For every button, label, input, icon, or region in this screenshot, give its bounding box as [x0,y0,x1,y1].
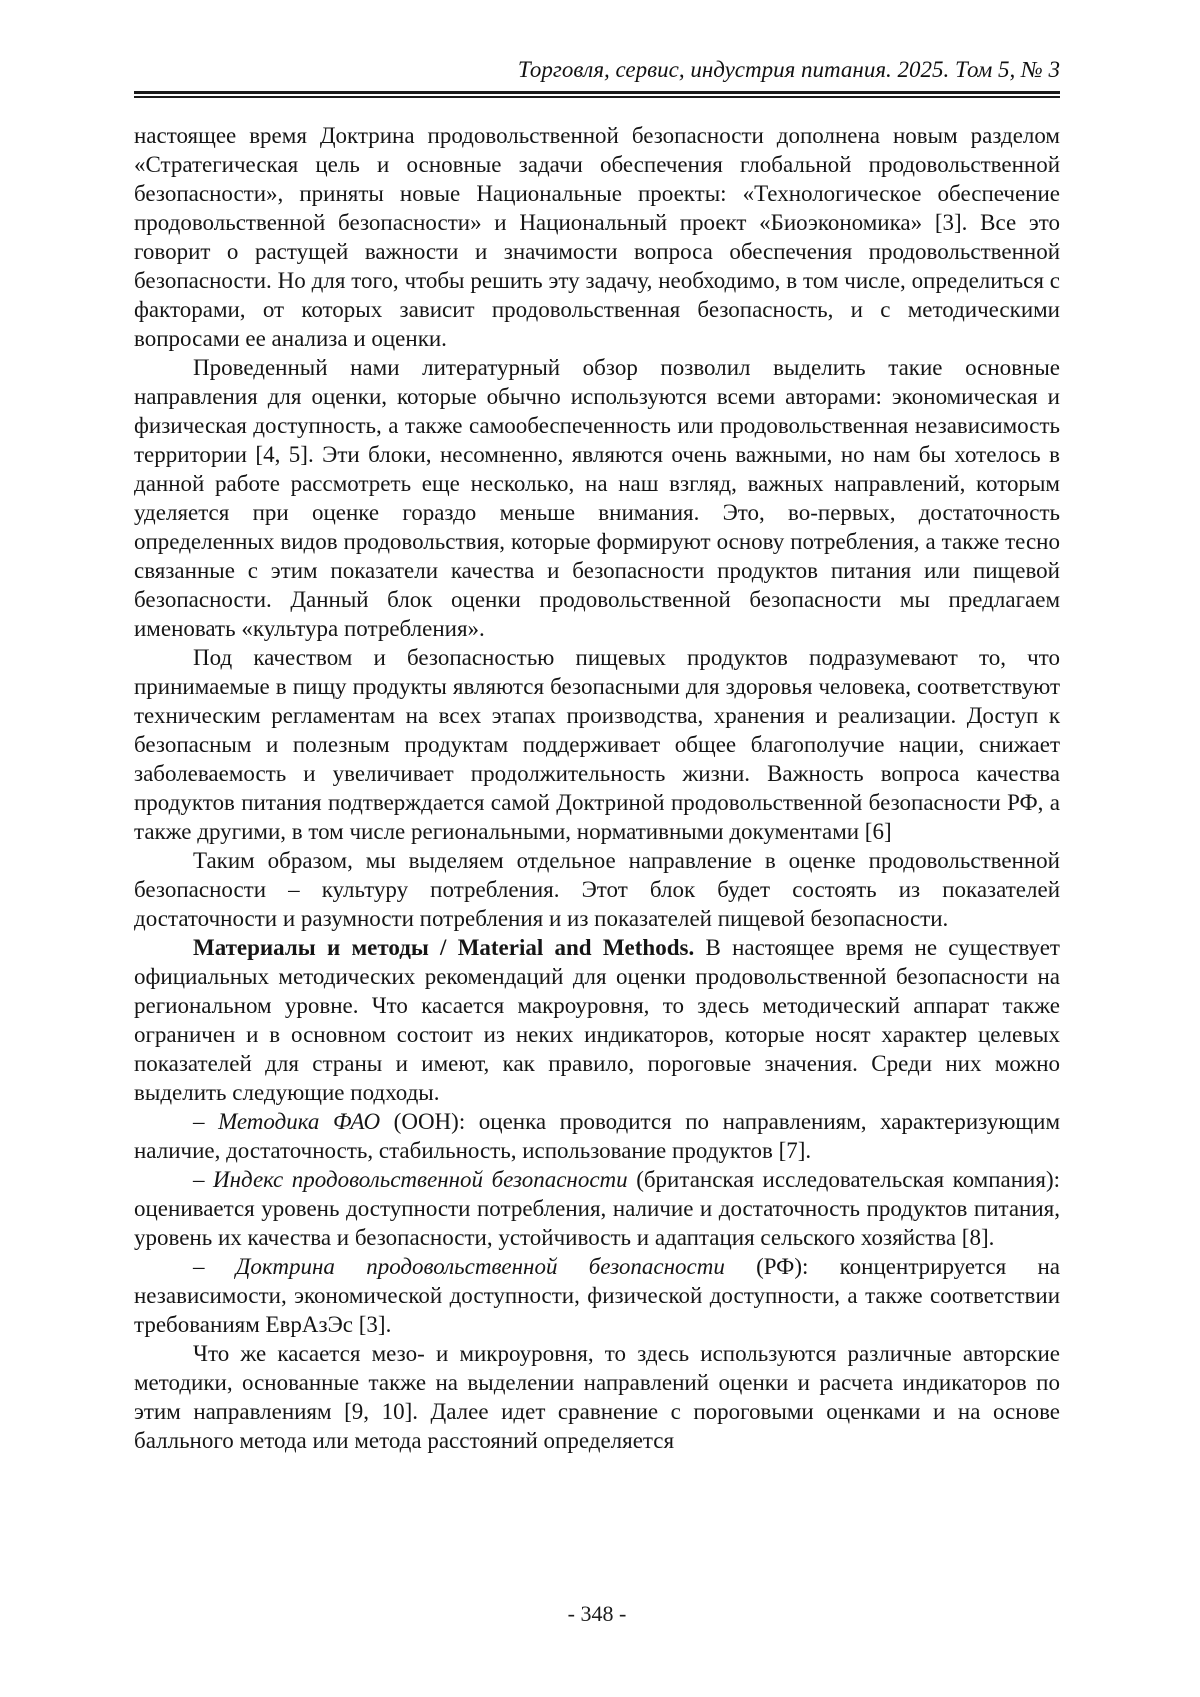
header-rule [134,91,1060,98]
text-segment: Материалы и методы / Material and Methods. [193,935,695,960]
text-segment: (ООН): оценка проводится по направлениям, характеризующим наличие, достаточность, стабильность, использование продуктов [7]. [134,1109,1061,1163]
text-segment: – [193,1167,214,1192]
text-segment: (британская исследовательская компания): оценивается уровень доступности потребления, наличие и достаточность продуктов питания, уровень их качества и безопасности, устойчивость и адаптация сельского хозяйства [8]. [134,1167,1060,1250]
paragraph [134,1252,1060,1339]
paragraph [134,1339,1060,1455]
article-body [134,121,1060,1455]
text-segment: (РФ): концентрируется на независимости, экономической доступности, физической доступности, а также соответствии требованиям ЕврАзЭс [3]. [134,1254,1060,1337]
text-segment: – [193,1254,236,1279]
text-segment: Что же касается мезо- и микроуровня, то здесь используются различные авторские методики, основанные также на выделении направлений оценки и расчета индикаторов по этим направлениям [9, 10]. Далее идет сравнение с пороговыми оценками и на основе балльного метода или метода расстояний определяется [134,1341,1060,1453]
paragraph [134,933,1060,1107]
text-segment: Под качеством и безопасностью пищевых продуктов подразумевают то, что принимаемые в пищу продукты являются безопасными для здоровья человека, соответствуют техническим регламентам на всех этапах производства, хранения и реализации. Доступ к безопасным и полезным продуктам поддерживает общее благополучие нации, снижает заболеваемость и увеличивает продолжительность жизни. Важность вопроса качества продуктов питания подтверждается самой Доктриной продовольственной безопасности РФ, а также другими, в том числе региональными, нормативными документами [6] [134,645,1060,844]
text-segment: В настоящее время не существует официальных методических рекомендаций для оценки продовольственной безопасности на региональном уровне. Что касается макроуровня, то здесь методический аппарат также ограничен и в основном состоит из неких индикаторов, которые носят характер целевых показателей для страны и имеют, как правило, пороговые значения. Среди них можно выделить следующие подходы. [134,935,1060,1105]
paragraph [134,1165,1060,1252]
paragraph [134,846,1060,933]
text-segment: Таким образом, мы выделяем отдельное направление в оценке продовольственной безопасности – культуру потребления. Этот блок будет состоять из показателей достаточности и разумности потребления и из показателей пищевой безопасности. [134,848,1060,931]
text-segment: Проведенный нами литературный обзор позволил выделить такие основные направления для оценки, которые обычно используются всеми авторами: экономическая и физическая доступность, а также самообеспеченность или продовольственная независимость территории [4, 5]. Эти блоки, несомненно, являются очень важными, но нам бы хотелось в данной работе рассмотреть еще несколько, на наш взгляд, важных направлений, которым уделяется при оценке гораздо меньше внимания. Это, во-первых, достаточность определенных видов продовольствия, которые формируют основу потребления, а также тесно связанные с этим показатели качества и безопасности продуктов питания или пищевой безопасности. Данный блок оценки продовольственной безопасности мы предлагаем именовать «культура потребления». [134,355,1060,641]
paragraph [134,121,1060,353]
paragraph [134,1107,1060,1165]
text-segment: Методика ФАО [218,1109,381,1134]
paragraph [134,353,1060,643]
page-number: - 348 - [567,1601,627,1626]
text-segment: – [193,1109,219,1134]
paragraph [134,643,1060,846]
running-head: Торговля, сервис, индустрия питания. 2025. Том 5, № 3 [517,57,1060,82]
text-segment: настоящее время Доктрина продовольственной безопасности дополнена новым разделом «Стратегическая цель и основные задачи обеспечения глобальной продовольственной безопасности», приняты новые Национальные проекты: «Технологическое обеспечение продовольственной безопасности» и Национальный проект «Биоэкономика» [3]. Все это говорит о растущей важности и значимости вопроса обеспечения продовольственной безопасности. Но для того, чтобы решить эту задачу, необходимо, в том числе, определиться с факторами, от которых зависит продовольственная безопасность, и с методическими вопросами ее анализа и оценки. [134,123,1060,351]
text-segment: Доктрина продовольственной безопасности [235,1254,725,1279]
text-segment: Индекс продовольственной безопасности [213,1167,628,1192]
